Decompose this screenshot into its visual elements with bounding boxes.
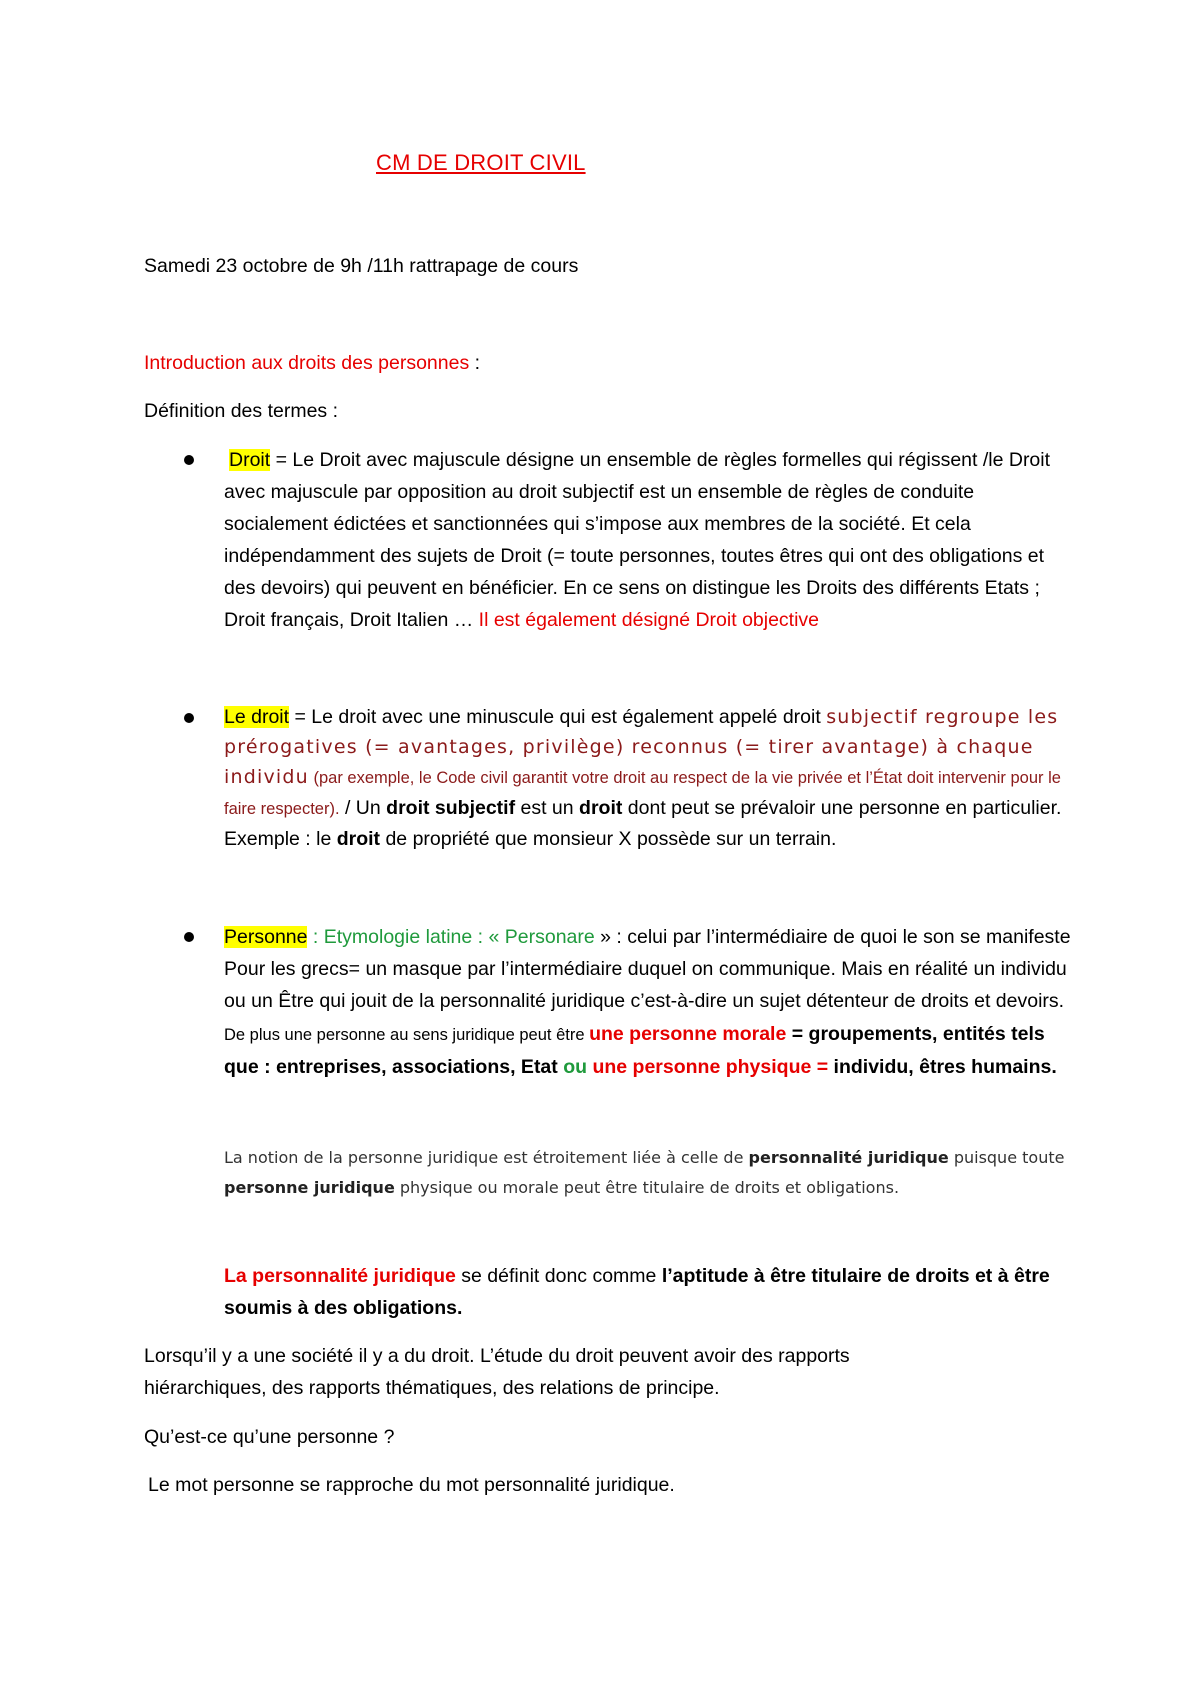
- definition-example-small: (par exemple, le Code civil garantit votre droit au respect de la vie privée et l’État doit intervenir pour le faire respecter).: [224, 769, 1061, 818]
- note-text-3: physique ou morale peut être titulaire de droits et obligations.: [394, 1178, 900, 1197]
- definitions-label: Définition des termes :: [144, 400, 339, 422]
- bullet-dot: [184, 932, 194, 942]
- intro-heading-line: [144, 352, 480, 375]
- bold-droit-2: droit: [336, 828, 381, 850]
- personality-term: La personnalité juridique: [224, 1265, 456, 1287]
- intro-heading: Introduction aux droits des personnes: [144, 352, 470, 374]
- definition-personne-text: » : celui par l’intermédiaire de quoi le son se manifeste Pour les grecs= un masque par l’intermédiaire duquel on communique. Mais en réalité un individu ou un Être qui jouit de la personnalité juridique c’est-à-dire un sujet détenteur de droits et devoirs.: [224, 926, 1071, 1012]
- bullet-dot: [184, 713, 194, 723]
- personality-text: se définit donc comme: [455, 1265, 662, 1287]
- definition-personne: [224, 921, 1074, 1083]
- definition-droit-red: Il est également désigné Droit objective: [478, 609, 820, 631]
- note-text-1: La notion de la personne juridique est étroitement liée à celle de: [224, 1148, 749, 1167]
- personality-paragraph: [224, 1260, 1074, 1324]
- intro-colon: :: [469, 352, 481, 374]
- definition-subjectif-wide: subjectif regroupe les prérogatives (= avantages, privilège) reconnus (= tirer avantage) à chaque individu: [224, 706, 1059, 788]
- personne-morale: une personne morale: [589, 1023, 787, 1045]
- paragraph-societe: Lorsqu’il y a une société il y a du droit. L’étude du droit peuvent avoir des rapports hiérarchiques, des rapports thématiques, des relations de principe.: [144, 1345, 850, 1399]
- definition-le-droit-text: = Le droit avec une minuscule qui est également appelé droit: [289, 706, 827, 728]
- definition-droit-text: = Le Droit avec majuscule désigne un ensemble de règles formelles qui régissent /le Droit avec majuscule par opposition au droit subjectif est un ensemble de règles de conduite socialement édictées et sanctionnées qui s’impose aux membres de la société. Et cela indépendamment des sujets de Droit (= toute personnes, toutes êtres qui ont des obligations et des devoirs) qui peuvent en bénéficier. En ce sens on distingue les Droits des différents Etats ; Droit français, Droit Italien …: [224, 449, 1051, 631]
- note-bold-2: personne juridique: [224, 1178, 395, 1197]
- note-bold-1: personnalité juridique: [748, 1148, 949, 1167]
- personality-bold: l’aptitude à être titulaire de droits et à être soumis à des obligations.: [224, 1265, 1050, 1319]
- note-paragraph: [224, 1143, 1074, 1203]
- note-text-2: puisque toute: [948, 1148, 1065, 1167]
- definition-slash: / Un: [339, 797, 387, 819]
- definition-personne-small: De plus une personne au sens juridique peut être: [224, 1026, 590, 1044]
- text-est-un: est un: [515, 797, 580, 819]
- bold-droit-subjectif: droit subjectif: [386, 797, 516, 819]
- personne-physique-desc: individu, êtres humains.: [828, 1056, 1057, 1078]
- session-line: Samedi 23 octobre de 9h /11h rattrapage de cours: [144, 255, 579, 277]
- bullet-dot: [184, 455, 194, 465]
- definition-le-droit: [224, 702, 1074, 854]
- closing-line: Le mot personne se rapproche du mot personnalité juridique.: [148, 1474, 675, 1496]
- ou-connector: ou: [563, 1056, 588, 1078]
- term-droit: Droit: [229, 449, 271, 471]
- question-line: Qu’est-ce qu’une personne ?: [144, 1426, 395, 1448]
- term-le-droit: Le droit: [224, 706, 290, 728]
- document-title: CM DE DROIT CIVIL: [376, 150, 586, 175]
- text-propriete: de propriété que monsieur X possède sur un terrain.: [380, 828, 837, 850]
- text-prevaloir: dont peut se prévaloir une personne en particulier. Exemple : le: [224, 797, 1062, 850]
- bold-droit: droit: [579, 797, 623, 819]
- personne-morale-desc: = groupements, entités tels que : entreprises, associations, Etat: [224, 1023, 1045, 1078]
- etymology-text: : Etymologie latine : « Personare: [307, 926, 595, 948]
- personne-physique: une personne physique =: [587, 1056, 829, 1078]
- term-personne: Personne: [224, 926, 308, 948]
- definition-droit: [224, 444, 1074, 636]
